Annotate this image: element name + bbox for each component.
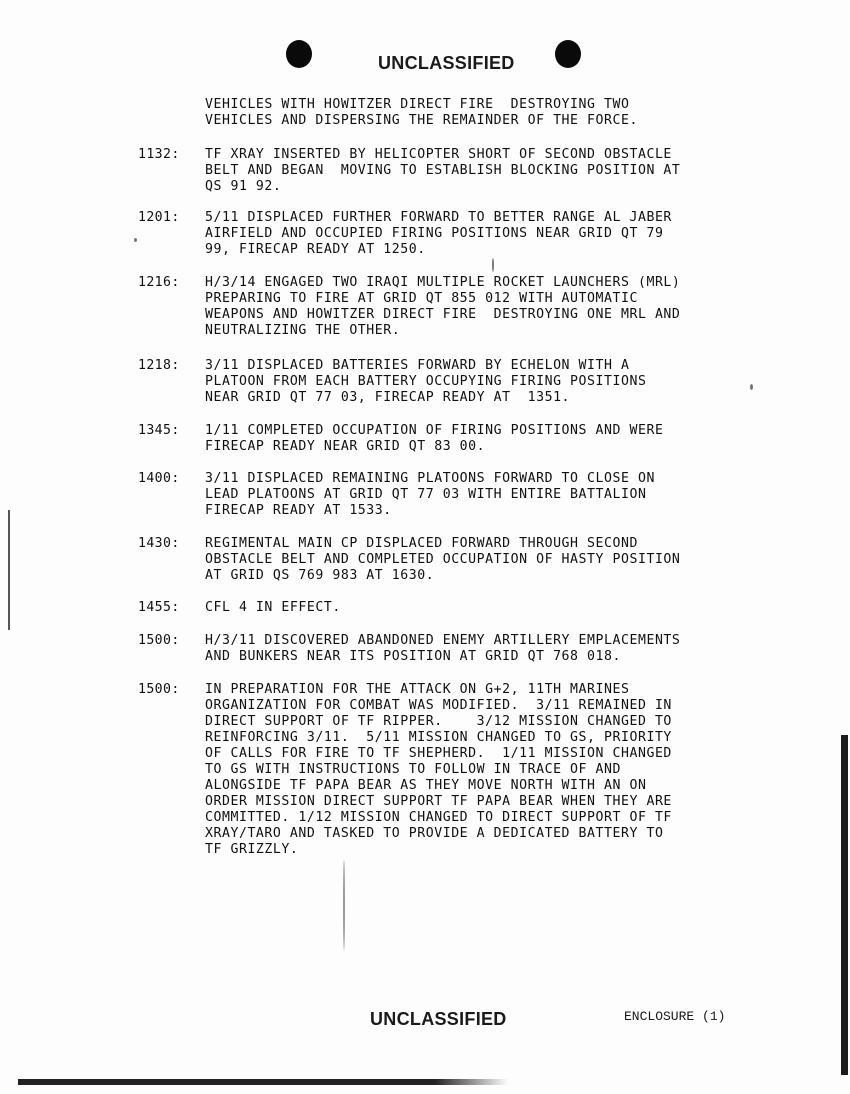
entry-time: 1455: bbox=[138, 600, 180, 615]
entry-text: CFL 4 IN EFFECT. bbox=[205, 600, 341, 615]
entry-text: H/3/14 ENGAGED TWO IRAQI MULTIPLE ROCKET LAUNCHERS (MRL) PREPARING TO FIRE AT GRID QT 855 012 WITH AUTOMATIC WEAPONS AND HOWITZER DIRECT FIRE DESTROYING ONE MRL AND NEUTRALIZING THE OTHER. bbox=[205, 275, 681, 338]
entry-text: VEHICLES WITH HOWITZER DIRECT FIRE DESTROYING TWO VEHICLES AND DISPERSING THE REMAINDER OF THE FORCE. bbox=[205, 97, 638, 128]
bottom-classification-marking: UNCLASSIFIED bbox=[370, 1009, 507, 1029]
entry-time: 1216: bbox=[138, 275, 180, 290]
scan-speck bbox=[134, 238, 137, 242]
top-classification-marking: UNCLASSIFIED bbox=[378, 53, 515, 73]
entry-time: 1201: bbox=[138, 210, 180, 225]
entry-time: 1345: bbox=[138, 423, 180, 438]
scan-mark-left bbox=[8, 510, 10, 630]
punch-hole-right bbox=[555, 40, 581, 68]
punch-hole-left bbox=[286, 40, 312, 68]
entry-time: 1500: bbox=[138, 682, 180, 697]
entry-text: 3/11 DISPLACED BATTERIES FORWARD BY ECHELON WITH A PLATOON FROM EACH BATTERY OCCUPYING FIRING POSITIONS NEAR GRID QT 77 03, FIRECAP READY AT 1351. bbox=[205, 358, 647, 405]
entry-time: 1400: bbox=[138, 471, 180, 486]
scan-speck bbox=[750, 384, 753, 390]
entry-text: H/3/11 DISCOVERED ABANDONED ENEMY ARTILLERY EMPLACEMENTS AND BUNKERS NEAR ITS POSITION AT GRID QT 768 018. bbox=[205, 633, 681, 664]
scan-speck bbox=[343, 860, 345, 950]
scan-edge-bottom bbox=[18, 1079, 508, 1085]
scan-edge-right bbox=[841, 735, 848, 1075]
entry-text: 3/11 DISPLACED REMAINING PLATOONS FORWARD TO CLOSE ON LEAD PLATOONS AT GRID QT 77 03 WITH ENTIRE BATTALION FIRECAP READY AT 1533. bbox=[205, 471, 655, 518]
entry-time: 1430: bbox=[138, 536, 180, 551]
entry-time: 1500: bbox=[138, 633, 180, 648]
entry-text: 5/11 DISPLACED FURTHER FORWARD TO BETTER RANGE AL JABER AIRFIELD AND OCCUPIED FIRING POSITIONS NEAR GRID QT 79 99, FIRECAP READY AT 1250. bbox=[205, 210, 672, 257]
entry-text: TF XRAY INSERTED BY HELICOPTER SHORT OF SECOND OBSTACLE BELT AND BEGAN MOVING TO ESTABLISH BLOCKING POSITION AT QS 91 92. bbox=[205, 147, 681, 194]
entry-time: 1132: bbox=[138, 147, 180, 162]
scan-speck bbox=[492, 258, 494, 272]
enclosure-label: ENCLOSURE (1) bbox=[624, 1009, 726, 1024]
entry-text: IN PREPARATION FOR THE ATTACK ON G+2, 11TH MARINES ORGANIZATION FOR COMBAT WAS MODIFIED. 3/11 REMAINED IN DIRECT SUPPORT OF TF RIPPER. 3/12 MISSION CHANGED TO REINFORCING 3/11. 5/11 MISSION CHANGED TO GS, PRIORITY OF CALLS FOR FIRE TO TF SHEPHERD. 1/11 MISSION CHANGED TO GS WITH INSTRUCTIONS TO FOLLOW IN TRACE OF AND ALONGSIDE TF PAPA BEAR AS THEY MOVE NORTH WITH AN ON ORDER MISSION DIRECT SUPPORT TF PAPA BEAR WHEN THEY ARE COMMITTED. 1/12 MISSION CHANGED TO DIRECT SUPPORT OF TF XRAY/TARO AND TASKED TO PROVIDE A DEDICATED BATTERY TO TF GRIZZLY. bbox=[205, 682, 672, 857]
entry-text: 1/11 COMPLETED OCCUPATION OF FIRING POSITIONS AND WERE FIRECAP READY NEAR GRID QT 83 00. bbox=[205, 423, 664, 454]
entry-text: REGIMENTAL MAIN CP DISPLACED FORWARD THROUGH SECOND OBSTACLE BELT AND COMPLETED OCCUPATION OF HASTY POSITION AT GRID QS 769 983 AT 1630. bbox=[205, 536, 681, 583]
entry-time: 1218: bbox=[138, 358, 180, 373]
